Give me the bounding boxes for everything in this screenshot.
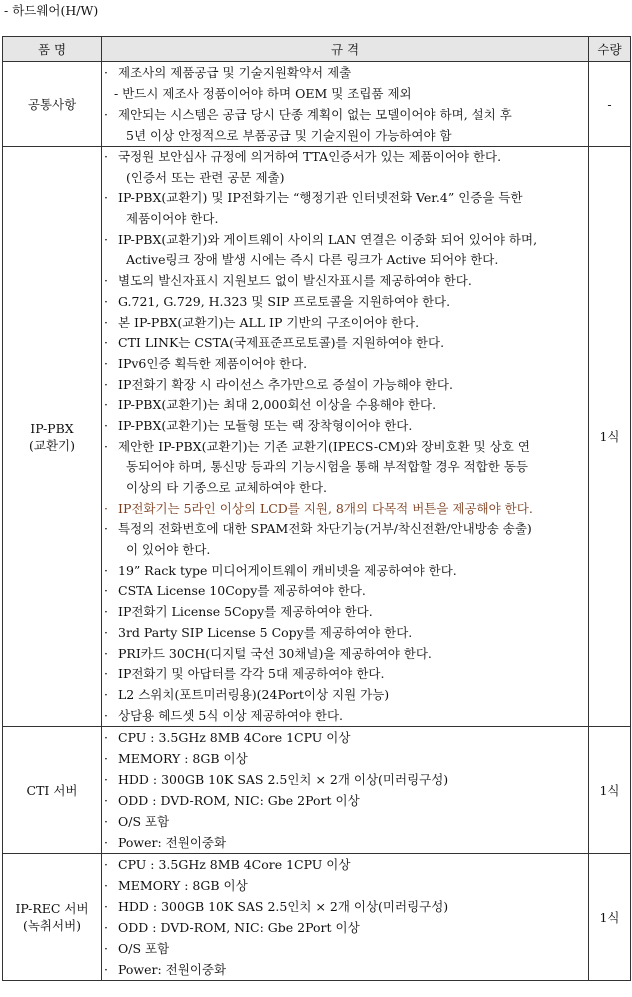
spec-cell <box>102 727 589 854</box>
spec-line: · IPv6인증 획득한 제품이어야 한다. <box>102 354 588 375</box>
row-ip-rec-server <box>3 854 631 981</box>
spec-line: · IP-PBX(교환기)는 최대 2,000회선 이상을 수용해야 한다. <box>102 395 588 416</box>
spec-line: · O/S 포함 <box>102 811 588 832</box>
spec-line: · 특정의 전화번호에 대한 SPAM전화 차단기능(거부/착신전환/안내방송 송출) <box>102 519 588 540</box>
spec-line: 이상의 타 기종으로 교체하여야 한다. <box>126 480 327 495</box>
spec-line: · PRI카드 30CH(디지털 국선 30채널)을 제공하여야 한다. <box>102 644 588 665</box>
spec-line: 5년 이상 안정적으로 부품공급 및 기술지원이 가능하여야 함 <box>126 128 452 143</box>
item-name-cell <box>3 147 102 727</box>
spec-line: · IP-PBX(교환기)와 게이트웨이 사이의 LAN 연결은 이중화 되어 있어야 하며, <box>102 230 588 251</box>
spec-line: · IP-PBX(교환기) 및 IP전화기는 “행정기관 인터넷전화 Ver.4” 인증을 득한 <box>102 188 588 209</box>
spec-line: · Power: 전원이중화 <box>102 959 588 980</box>
spec-line: · CPU : 3.5GHz 8MB 4Core 1CPU 이상 <box>102 854 588 875</box>
spec-line: · 제안한 IP-PBX(교환기)는 기존 교환기(IPECS-CM)와 장비호환 및 상호 연 <box>102 437 588 458</box>
header-quantity: 수량 <box>589 37 631 62</box>
spec-line: (인증서 또는 관련 공문 제출) <box>126 169 285 185</box>
item-name-cell <box>3 854 102 981</box>
spec-cell <box>102 854 589 981</box>
spec-line: · 제조사의 제품공급 및 기술지원확약서 제출 <box>102 62 588 83</box>
spec-line: · 제안되는 시스템은 공급 당시 단종 계획이 없는 모델이어야 하며, 설치 후 <box>102 104 588 125</box>
spec-line: · IP전화기 및 아답터를 각각 5대 제공하여야 한다. <box>102 664 588 685</box>
item-name-text: 공통사항 <box>27 96 77 112</box>
item-name-text: (녹취서버) <box>22 918 82 934</box>
spec-line: · G.721, G.729, H.323 및 SIP 프로토콜을 지원하여야 한다. <box>102 292 588 313</box>
item-name-text: IP-PBX <box>30 420 74 436</box>
item-name-cell <box>3 62 102 147</box>
spec-line: · MEMORY : 8GB 이상 <box>102 748 588 769</box>
spec-line: Active링크 장애 발생 시에는 즉시 다른 링크가 Active 되어야 한다. <box>126 252 499 268</box>
spec-line: · CPU : 3.5GHz 8MB 4Core 1CPU 이상 <box>102 727 588 748</box>
spec-line: · L2 스위치(포트미러링용)(24Port이상 지원 가능) <box>102 685 588 706</box>
table-header-row <box>3 37 631 62</box>
spec-line: · IP-PBX(교환기)는 모듈형 또는 랙 장착형이어야 한다. <box>102 416 588 437</box>
header-item-name: 품 명 <box>3 37 102 62</box>
row-common <box>3 62 631 147</box>
spec-line: · 본 IP-PBX(교환기)는 ALL IP 기반의 구조이어야 한다. <box>102 313 588 334</box>
hardware-spec-table <box>2 36 631 981</box>
spec-line: 동되어야 하며, 통신망 등과의 기능시험을 통해 부적합할 경우 적합한 동등 <box>126 459 528 475</box>
spec-line: · Power: 전원이중화 <box>102 832 588 853</box>
spec-line: · 국정원 보안심사 규정에 의거하여 TTA인증서가 있는 제품이어야 한다. <box>102 147 588 168</box>
spec-cell <box>102 147 589 727</box>
item-name-text: CTI 서버 <box>26 782 78 798</box>
quantity-cell: 1식 <box>589 727 631 854</box>
spec-line: · CTI LINK는 CSTA(국제표준프로토콜)를 지원하여야 한다. <box>102 333 588 354</box>
spec-line: - 반드시 제조사 정품이어야 하며 OEM 및 조립품 제외 <box>114 86 412 101</box>
spec-line: · IP전화기 License 5Copy를 제공하여야 한다. <box>102 602 588 623</box>
spec-line: · ODD : DVD-ROM, NIC: Gbe 2Port 이상 <box>102 790 588 811</box>
spec-line: · O/S 포함 <box>102 938 588 959</box>
item-name-text: IP-REC 서버 <box>15 901 89 917</box>
item-name-cell <box>3 727 102 854</box>
row-ip-pbx <box>3 147 631 727</box>
spec-line: · HDD : 300GB 10K SAS 2.5인치 × 2개 이상(미러링구성) <box>102 896 588 917</box>
spec-line: · 19” Rack type 미디어게이트웨이 캐비넷을 제공하여야 한다. <box>102 561 588 582</box>
header-spec: 규 격 <box>102 37 589 62</box>
row-cti-server <box>3 727 631 854</box>
quantity-cell: 1식 <box>589 147 631 727</box>
spec-line: · 상담용 헤드셋 5식 이상 제공하여야 한다. <box>102 706 588 727</box>
spec-line: 제품이어야 한다. <box>126 211 219 227</box>
spec-line: · 별도의 발신자표시 지원보드 없이 발신자표시를 제공하여야 한다. <box>102 271 588 292</box>
spec-line: · IP전화기는 5라인 이상의 LCD를 지원, 8개의 다목적 버튼을 제공해야 한다. <box>102 499 588 520</box>
spec-line: · 3rd Party SIP License 5 Copy를 제공하여야 한다. <box>102 623 588 644</box>
section-heading: - 하드웨어(H/W) <box>4 3 99 18</box>
spec-cell <box>102 62 589 147</box>
item-name-text: (교환기) <box>29 437 75 453</box>
spec-line: · MEMORY : 8GB 이상 <box>102 875 588 896</box>
quantity-cell: 1식 <box>589 854 631 981</box>
spec-line: · ODD : DVD-ROM, NIC: Gbe 2Port 이상 <box>102 917 588 938</box>
spec-line: 이 있어야 한다. <box>126 542 211 558</box>
spec-line: · IP전화기 확장 시 라이선스 추가만으로 증설이 가능해야 한다. <box>102 375 588 396</box>
spec-line: · CSTA License 10Copy를 제공하여야 한다. <box>102 581 588 602</box>
quantity-cell: - <box>589 62 631 147</box>
spec-line: · HDD : 300GB 10K SAS 2.5인치 × 2개 이상(미러링구성) <box>102 769 588 790</box>
